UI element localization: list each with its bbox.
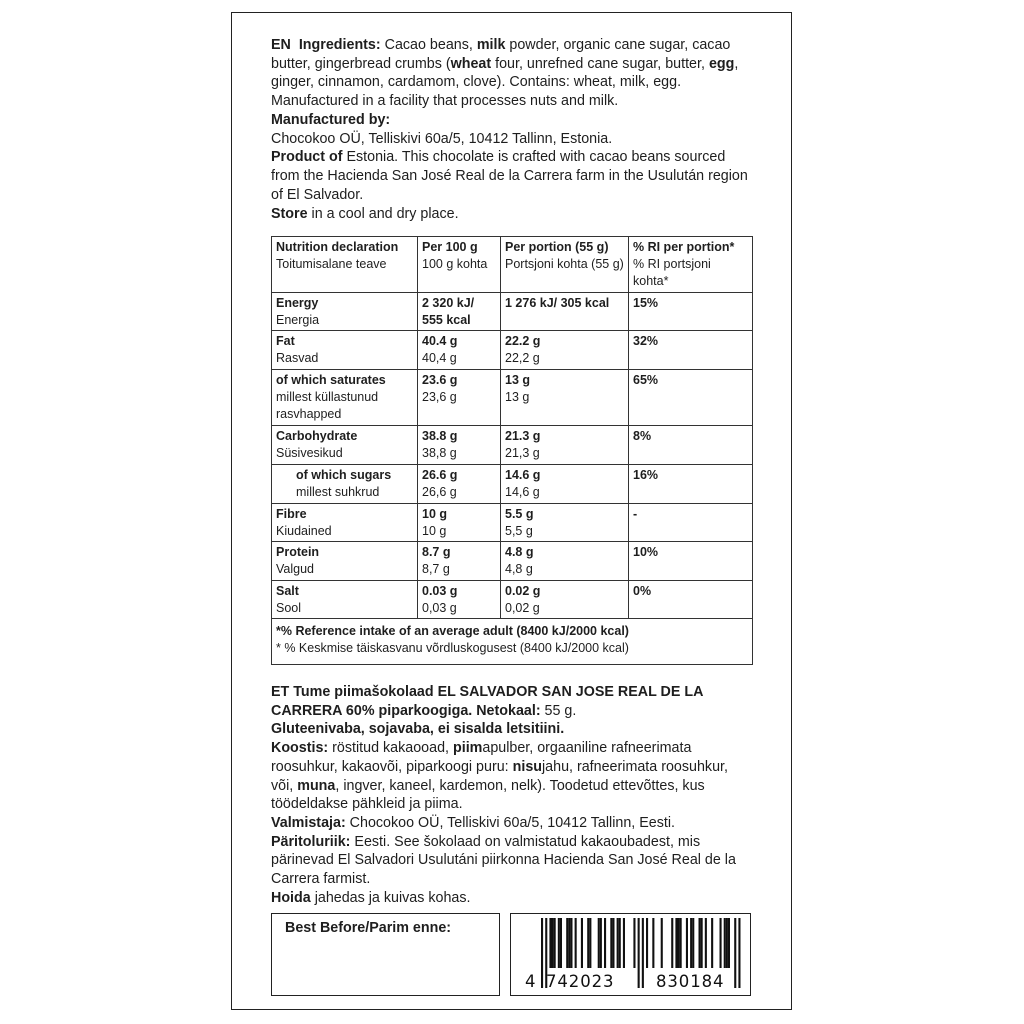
barcode-first-digit: 4 [525, 972, 537, 991]
barcode-left-digits: 742023 [546, 972, 615, 991]
ri-cell: 65% [629, 370, 753, 426]
en-ingredients-text: Ingredients: Cacao beans, milk powder, organic cane sugar, cacao butter, gingerbread crumbs (wheat four, unrefned cane sugar, butter, egg, ginger, cinnamon, cardamom, clove). Contains: wheat, milk, egg. Manufactured in a facility that processes nuts and milk. [271, 37, 739, 110]
nutrient-name-cell: of which sugars millest suhkrud [272, 465, 418, 504]
per-100g-cell: 0.03 g 0,03 g [418, 581, 501, 619]
best-before-box [271, 913, 500, 996]
barcode-right-digits: 830184 [656, 972, 725, 991]
per-portion-cell: 4.8 g 4,8 g [501, 542, 629, 581]
store-label: Store [271, 205, 308, 222]
ri-cell: 8% [629, 426, 753, 465]
barcode-bar [560, 918, 562, 968]
barcode-bar [604, 918, 606, 968]
barcode-bar [549, 918, 551, 968]
per-portion-cell: 13 g 13 g [501, 370, 629, 426]
barcode-bar [554, 918, 556, 968]
barcode-bar [598, 918, 600, 968]
maker-label: Valmistaja: [271, 814, 346, 831]
barcode-bar [638, 918, 640, 988]
per-100g-cell: 2 320 kJ/ 555 kcal [418, 293, 501, 331]
nutrient-name-cell: Fibre Kiudained [272, 504, 418, 542]
barcode-bar [686, 918, 688, 968]
origin-text: Eesti. See šokolaad on valmistatud kakaoubadest, mis pärinevad El Salvadori Usulutáni piirkonna Hacienda San José Real de la Carrera farmist. [271, 833, 736, 888]
store-et-label: Hoida [271, 889, 311, 906]
nutrient-name-cell: Fat Rasvad [272, 331, 418, 370]
barcode-bar [720, 918, 722, 968]
barcode-bar [646, 918, 648, 968]
barcode-bar [692, 918, 694, 968]
manufacturer-text: Chocokoo OÜ, Telliskivi 60a/5, 10412 Tallinn, Estonia. [271, 130, 613, 147]
barcode-bar [566, 918, 568, 968]
barcode-bar [570, 918, 572, 968]
en-manufacturer [271, 111, 754, 223]
per-100g-cell: 8.7 g 8,7 g [418, 542, 501, 581]
barcode-bar [690, 918, 692, 968]
best-before-label: Best Before/Parim enne: [285, 920, 452, 936]
manufactured-label: Manufactured by: [271, 112, 391, 128]
barcode-bar [619, 918, 621, 968]
nutrient-name-cell: Protein Valgud [272, 542, 418, 581]
table-row [272, 426, 753, 465]
footnote-cell: *% Reference intake of an average adult (8400 kJ/2000 kcal) * % Keskmise täiskasvanu võrdluskogusest (8400 kJ/2000 kcal) [272, 619, 753, 665]
gluten-free-text: Gluteenivaba, sojavaba, ei sisalda letsitiini. [271, 721, 565, 738]
table-row [272, 542, 753, 581]
barcode-bar [728, 918, 730, 968]
barcode-bar [726, 918, 728, 968]
table-header-cell: Per portion (55 g) Portsjoni kohta (55 g) [501, 237, 629, 293]
barcode-bar [678, 918, 680, 968]
barcode-bar [711, 918, 713, 968]
barcode-bar [589, 918, 591, 968]
table-header-row [272, 237, 753, 293]
per-portion-cell: 21.3 g 21,3 g [501, 426, 629, 465]
barcode-bar [642, 918, 644, 988]
barcode-bar [587, 918, 589, 968]
nutrient-name-cell: of which saturates millest küllastunud rasvhapped [272, 370, 418, 426]
table-row [272, 331, 753, 370]
store-text: in a cool and dry place. [307, 205, 459, 222]
nutrition-table [271, 236, 753, 665]
nutrient-name-cell: Energy Energia [272, 293, 418, 331]
barcode-bar [705, 918, 707, 968]
barcode-bar [612, 918, 614, 968]
et-title-text: ET Tume piimašokolaad EL SALVADOR SAN JOSE REAL DE LA CARRERA 60% piparkoogiga. Netokaal: [271, 684, 703, 719]
per-100g-cell: 23.6 g 23,6 g [418, 370, 501, 426]
barcode-bar [633, 918, 635, 968]
barcode-bar [661, 918, 663, 968]
per-portion-cell: 5.5 g 5,5 g [501, 504, 629, 542]
lang-code-en: EN [271, 37, 291, 53]
per-portion-cell: 1 276 kJ/ 305 kcal [501, 293, 629, 331]
barcode-bar [617, 918, 619, 968]
table-row [272, 465, 753, 504]
table-row [272, 293, 753, 331]
barcode-bar [558, 918, 560, 968]
product-of-text: Estonia. This chocolate is crafted with cacao beans sourced from the Hacienda San José Real de la Carrera farm in the Usulután region of El Salvador. [271, 149, 748, 203]
product-of-label: Product of [271, 149, 343, 166]
barcode-bar [600, 918, 602, 968]
table-row [272, 504, 753, 542]
per-portion-cell: 14.6 g 14,6 g [501, 465, 629, 504]
barcode-bar [623, 918, 625, 968]
per-portion-cell: 22.2 g 22,2 g [501, 331, 629, 370]
ri-cell: - [629, 504, 753, 542]
table-header-cell: Per 100 g 100 g kohta [418, 237, 501, 293]
barcode-bar [541, 918, 543, 988]
table-row [272, 581, 753, 619]
net-weight: 55 g. [540, 702, 577, 719]
ri-cell: 16% [629, 465, 753, 504]
ri-cell: 0% [629, 581, 753, 619]
barcode-bar [652, 918, 654, 968]
barcode-bar [575, 918, 577, 968]
nutrient-name-cell: Salt Sool [272, 581, 418, 619]
origin-label: Päritoluriik: [271, 833, 351, 850]
et-ingredients-text: Koostis: röstitud kakaooad, piimapulber, orgaaniline rafneerimata roosuhkur, kakaovõi, piparkoogi puru: nisujahu, rafneerimata roosuhkur, või, muna, ingver, kaneel, kardemon, nelk). Toodetud ettevõttes, kus töödeldakse pähkleid ja piima. [271, 740, 728, 813]
per-100g-cell: 38.8 g 38,8 g [418, 426, 501, 465]
barcode-bar [671, 918, 673, 968]
per-portion-cell: 0.02 g 0,02 g [501, 581, 629, 619]
barcode-bar [568, 918, 570, 968]
barcode-bar [675, 918, 677, 968]
maker-text: Chocokoo OÜ, Telliskivi 60a/5, 10412 Tallinn, Eesti. [345, 814, 675, 831]
barcode-bar [610, 918, 612, 968]
barcode-bar [699, 918, 701, 968]
barcode-bar [724, 918, 726, 968]
barcode-bar [734, 918, 736, 988]
barcode-bar [680, 918, 682, 968]
barcode-box [510, 913, 751, 996]
ri-cell: 15% [629, 293, 753, 331]
store-et-text: jahedas ja kuivas kohas. [310, 889, 471, 906]
nutrient-name-cell: Carbohydrate Süsivesikud [272, 426, 418, 465]
table-footnote-row [272, 619, 753, 665]
en-ingredients [271, 36, 754, 111]
ri-cell: 32% [629, 331, 753, 370]
per-100g-cell: 40.4 g 40,4 g [418, 331, 501, 370]
barcode-bar [581, 918, 583, 968]
table-header-cell: Nutrition declaration Toitumisalane teave [272, 237, 418, 293]
barcode-bar [552, 918, 554, 968]
ri-cell: 10% [629, 542, 753, 581]
per-100g-cell: 26.6 g 26,6 g [418, 465, 501, 504]
per-100g-cell: 10 g 10 g [418, 504, 501, 542]
barcode-bar [738, 918, 740, 988]
table-row [272, 370, 753, 426]
et-title [271, 683, 754, 907]
barcode-bar [701, 918, 703, 968]
table-header-cell: % RI per portion* % RI portsjoni kohta* [629, 237, 753, 293]
